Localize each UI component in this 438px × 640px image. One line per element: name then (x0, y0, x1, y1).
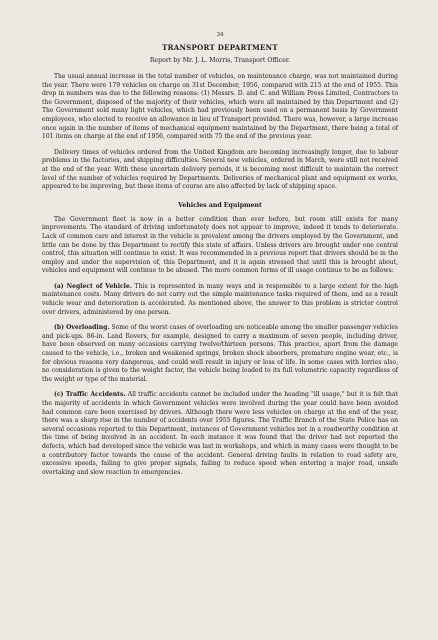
item-text: All traffic accidents cannot be included under the heading "ill usage," but it is felt that the majority of accidents in which Government vehicles were involved during the year could have been avoided had common care been exercised by drivers. Although there were less vehicles on charge at the end of the year, there was a sharp rise in the number of accidents over 1955 figures. The Traffic Branch of the State Police has on several occasions reported to this Department, instances of Government vehicles not in a roadworthy condition at the time of being involved in an accident. In each instance it was found that the driver had not reported the defects, which had developed since the vehicle was last in workshops, and which in many cases were thought to be a contributory factor towards the cause of the accident. General driving faults in relation to road safety are, excessive speeds, failing to give proper signals, failing to reduce speed when entering a major road, unsafe overtaking and slow reaction to emergencies. (42, 391, 398, 476)
item-lead: (b) Overloading. (54, 324, 110, 332)
item-text: This is represented in many ways and is responsible to a large extent for the high maintenance costs. Many drivers do not carry out the simple maintenance tasks required of them, and as a result vehicle wear and deterioration is accelerated. As mentioned above, the answer to this problem is stricter control over drivers, administered by one person. (42, 282, 398, 316)
page-title: TRANSPORT DEPARTMENT (162, 43, 278, 52)
section-heading: Vehicles and Equipment (178, 201, 262, 209)
item-lead: (a) Neglect of Vehicle. (54, 282, 132, 290)
paragraph-delivery-times: Delivery times of vehicles ordered from the United Kingdom are becoming increasingly longer, due to labour problems in the factories, and shipping difficulties. Several new vehicles, ordered in March, were still not received at the end of the year. With these uncertain delivery periods, it is becoming most difficult to maintain the correct level of the number of vehicles required by Departments. Deliveries of mechanical plant and equipment ex works, appeared to be improving, but these items of course are also affected by lack of shipping space. (42, 148, 398, 191)
item-traffic-accidents (42, 391, 398, 477)
item-text: Some of the worst cases of overloading are noticeable among the smaller passenger vehicles and pick-ups. 86-in. Land Rovers, for example, designed to carry a maximum of seven people, including driver, have been observed on many occasions carrying twelve/thirteen persons. This practice, apart from the damage caused to the vehicle, i.e., broken and weakened springs, broken shock absorbers, premature engine wear, etc., is for obvious reasons very dangerous, and could well result in injury or loss of life. In some cases with lorries also, no consideration is given to the weight factor, the vehicle being loaded to its full volumetric capacity regardless of the weight or type of the material. (42, 324, 399, 383)
paragraph-vehicle-numbers: The usual annual increase in the total number of vehicles, on maintenance charge, was not maintained during the year. There were 179 vehicles on charge on 31st December, 1956, compared with 215 at the end of 1955. This drop in numbers was due to the following reasons: (1) Messrs. D. and C. and William Press Limited, Contractors to the Government, disposed of the majority of their vehicles, which were all maintained by this Department and (2) The Government sold many light vehicles, which had previously been used on a permanent basis by Government employees, who elected to receive an allowance in lieu of Transport provided. There was, however, a large increase once again in the number of items of mechanical equipment maintained by the Department, there being a total of 101 items on charge at the end of 1956, compared with 75 the end of the previous year. (42, 73, 398, 141)
report-byline: Report by Mr. J. L. Morris, Transport Officer. (149, 57, 291, 64)
page-number: 34 (216, 32, 224, 38)
item-overloading (42, 324, 398, 384)
paragraph-fleet-condition: The Government fleet is now in a better condition than ever before, but room still exists for many improvements. The standard of driving unfortunately does not appear to improve, indeed it tends to deteriorate. Lack of common care and interest in the vehicle is prevalent among the drivers employed by the Government, and little can be done by this Department to rectify this state of affairs. Unless drivers are brought under one central control, this situation will continue to exist. It was recommended in a previous report that drivers should be in the employ and under the supervision of, this Department, and it is again stressed that until this is brought about, vehicles and equipment will continue to be abused. The more common forms of ill usage continue to be as follows: (42, 215, 398, 275)
item-neglect-of-vehicle (42, 283, 398, 317)
item-lead: (c) Traffic Accidents. (54, 391, 126, 399)
